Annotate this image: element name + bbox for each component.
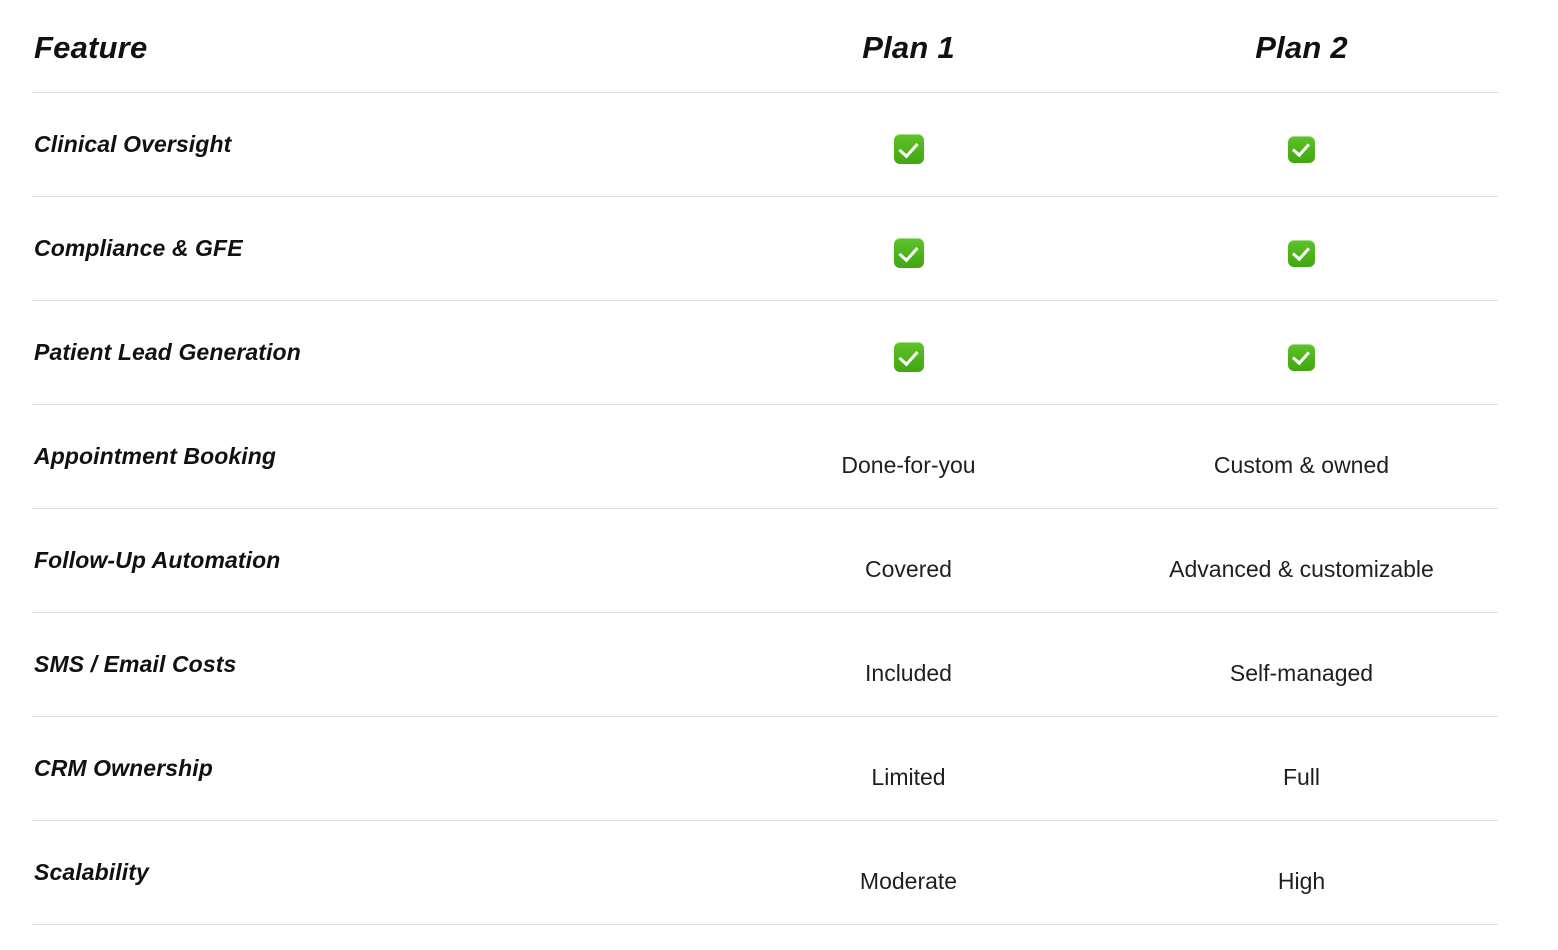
plan-2-value	[1105, 197, 1498, 301]
column-header-plan-2: Plan 2	[1105, 24, 1498, 93]
feature-label: Scalability	[32, 821, 712, 925]
plan-2-value-text: Full	[1282, 764, 1321, 790]
plan-2-value	[1105, 405, 1498, 509]
feature-label: SMS / Email Costs	[32, 613, 712, 717]
plan-2-value	[1105, 93, 1498, 197]
plan-1-value-text: Limited	[871, 764, 946, 790]
feature-label: Clinical Oversight	[32, 93, 712, 197]
plan-1-value	[712, 509, 1105, 613]
plan-1-value	[712, 717, 1105, 821]
feature-label: Follow-Up Automation	[32, 509, 712, 613]
green-check-icon	[894, 134, 924, 164]
green-check-icon	[1288, 344, 1315, 371]
plan-1-value-text: Done-for-you	[841, 452, 976, 478]
feature-label: Patient Lead Generation	[32, 301, 712, 405]
green-check-icon	[1288, 136, 1315, 163]
feature-label: Appointment Booking	[32, 405, 712, 509]
plan-2-value-text: Self-managed	[1229, 660, 1374, 686]
table-row	[32, 717, 1498, 821]
plan-1-value	[712, 197, 1105, 301]
plan-1-value-text: Included	[865, 660, 952, 686]
plan-2-value-text: High	[1277, 868, 1326, 894]
table-row	[32, 93, 1498, 197]
plan-2-value	[1105, 821, 1498, 925]
column-header-feature: Feature	[32, 24, 712, 93]
plan-1-value-text: Moderate	[859, 868, 958, 894]
plan-1-value	[712, 613, 1105, 717]
feature-comparison-table	[32, 24, 1498, 925]
table-row	[32, 197, 1498, 301]
plan-2-value-text: Custom & owned	[1213, 452, 1390, 478]
feature-label: Compliance & GFE	[32, 197, 712, 301]
plan-1-value	[712, 405, 1105, 509]
table-row	[32, 509, 1498, 613]
plan-1-value	[712, 821, 1105, 925]
table-header	[32, 24, 1498, 93]
plan-2-value	[1105, 613, 1498, 717]
green-check-icon	[1288, 240, 1315, 267]
green-check-icon	[894, 238, 924, 268]
table-row	[32, 613, 1498, 717]
feature-label: CRM Ownership	[32, 717, 712, 821]
plan-1-value-text: Covered	[865, 556, 952, 582]
header-row	[32, 24, 1498, 93]
table-row	[32, 405, 1498, 509]
plan-2-value	[1105, 717, 1498, 821]
table-body	[32, 93, 1498, 925]
plan-1-value	[712, 93, 1105, 197]
table-row	[32, 301, 1498, 405]
plan-1-value	[712, 301, 1105, 405]
green-check-icon	[894, 342, 924, 372]
table-row	[32, 821, 1498, 925]
plan-2-value	[1105, 301, 1498, 405]
plan-2-value-text: Advanced & customizable	[1169, 556, 1434, 582]
column-header-plan-1: Plan 1	[712, 24, 1105, 93]
plan-2-value	[1105, 509, 1498, 613]
